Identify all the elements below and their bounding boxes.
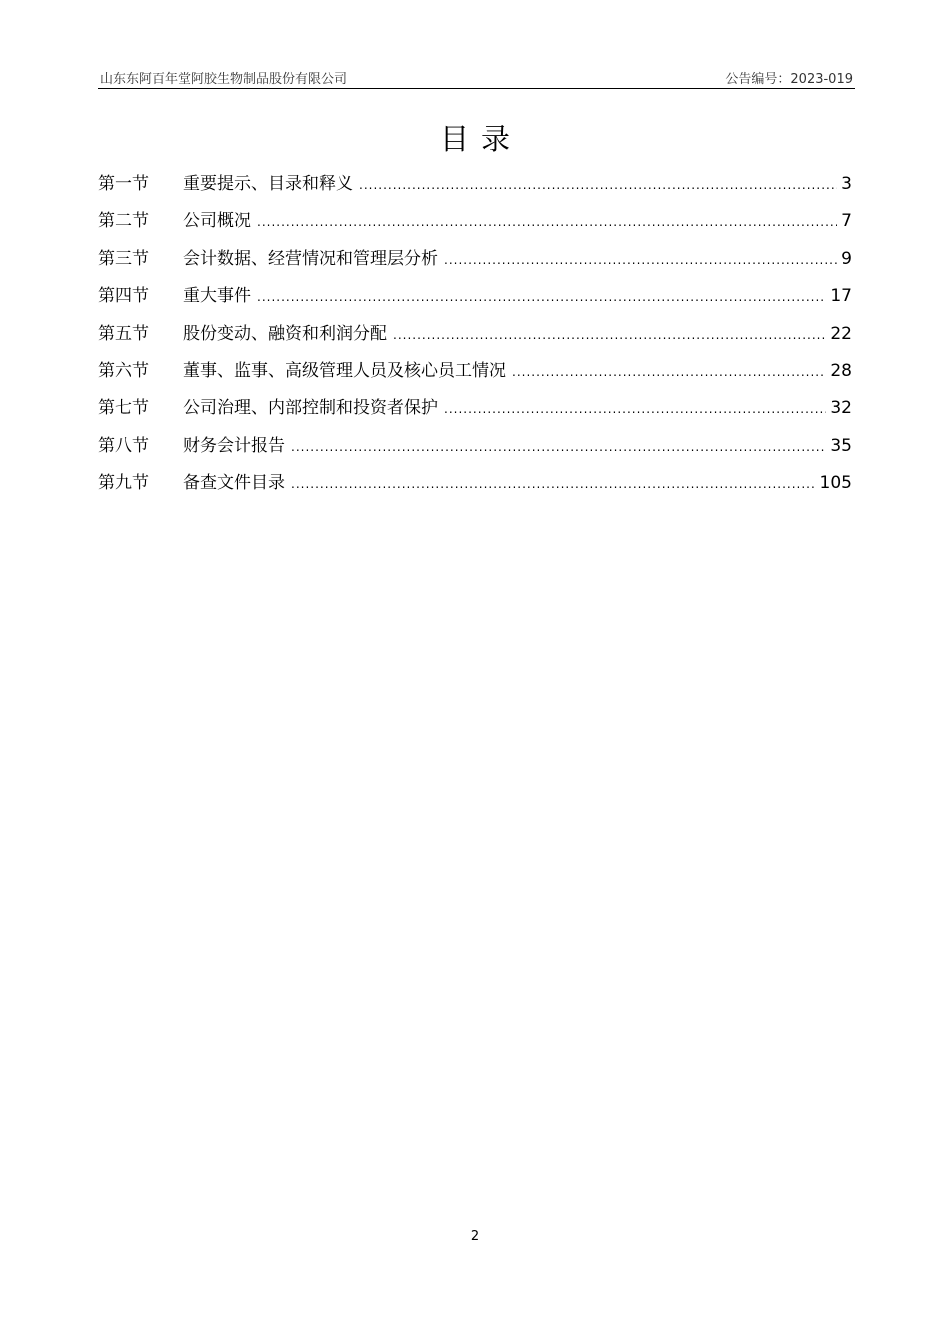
toc-entry-7[interactable] [98, 390, 852, 427]
toc-dot-leader [359, 167, 837, 204]
toc-section-name: 公司概况 [183, 211, 251, 232]
toc-entry-2[interactable] [98, 203, 852, 240]
toc-dot-leader [444, 242, 837, 279]
toc-entry-8[interactable] [98, 428, 852, 465]
toc-section-name: 备查文件目录 [183, 473, 285, 494]
toc-section-label: 第三节 [98, 248, 149, 269]
toc-dot-leader [393, 317, 826, 354]
toc-section-label: 第一节 [98, 174, 149, 194]
toc-page-number: 3 [841, 174, 852, 194]
toc-page-number: 7 [841, 211, 852, 232]
toc-page-number: 105 [819, 473, 852, 494]
toc-dot-leader [257, 279, 826, 316]
toc-entry-4[interactable] [98, 278, 852, 315]
toc-section-label: 第二节 [98, 211, 149, 232]
company-name: 山东东阿百年堂阿胶生物制品股份有限公司 [100, 72, 348, 87]
toc-page-number: 22 [830, 323, 852, 344]
toc-page-number: 32 [830, 398, 852, 419]
toc-page-number: 28 [830, 360, 852, 381]
toc-section-label: 第七节 [98, 398, 149, 419]
toc-section-name: 股份变动、融资和利润分配 [183, 323, 387, 344]
toc-section-label: 第五节 [98, 323, 149, 344]
toc-dot-leader [257, 204, 837, 241]
page-header [98, 66, 855, 89]
toc-entry-9[interactable] [98, 465, 852, 502]
announcement-number: 公告编号：2023-019 [725, 72, 853, 87]
toc-section-label: 第九节 [98, 473, 149, 494]
toc-page-number: 9 [841, 248, 852, 269]
toc-dot-leader [512, 354, 826, 391]
toc-section-name: 公司治理、内部控制和投资者保护 [183, 398, 438, 419]
toc-section-name: 重大事件 [183, 286, 251, 307]
toc-page-number: 17 [830, 286, 852, 307]
toc-dot-leader [291, 429, 826, 466]
toc-entry-3[interactable] [98, 241, 852, 278]
toc-section-label: 第八节 [98, 435, 149, 456]
toc-section-name: 财务会计报告 [183, 435, 285, 456]
toc-dot-leader [291, 466, 816, 503]
toc-section-name: 会计数据、经营情况和管理层分析 [183, 248, 438, 269]
toc-section-name: 重要提示、目录和释义 [183, 174, 353, 194]
toc-section-name: 董事、监事、高级管理人员及核心员工情况 [183, 360, 506, 381]
toc-entry-5[interactable] [98, 316, 852, 353]
toc-section-label: 第四节 [98, 286, 149, 307]
toc-page-number: 35 [830, 435, 852, 456]
toc-entry-6[interactable] [98, 353, 852, 390]
page-number: 2 [470, 1229, 480, 1244]
toc-title: 目录 [439, 122, 522, 156]
toc-dot-leader [444, 391, 826, 428]
table-of-contents [98, 166, 852, 503]
toc-section-label: 第六节 [98, 360, 149, 381]
toc-entry-1[interactable] [98, 166, 852, 203]
